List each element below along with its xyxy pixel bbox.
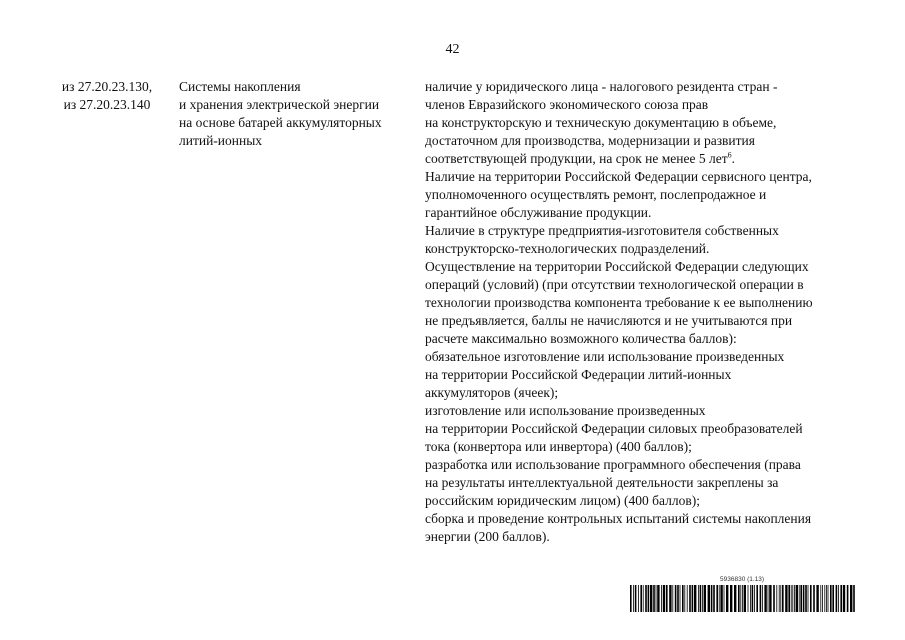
requirement-line: Наличие в структуре предприятия-изготовителя собственных xyxy=(425,223,779,238)
requirement-line-with-footnote xyxy=(425,150,865,168)
requirement-line: на конструкторскую и техническую документацию в объеме, xyxy=(425,115,777,130)
okpd-code-line: из 27.20.23.130, xyxy=(61,79,153,94)
requirement-line: расчете максимально возможного количества баллов): xyxy=(425,331,737,346)
requirement-line: сборка и проведение контрольных испытаний системы накопления xyxy=(425,511,812,526)
requirement-line: тока (конвертора или инвертора) (400 баллов); xyxy=(425,439,692,454)
requirement-line: членов Евразийского экономического союза прав xyxy=(425,97,709,112)
requirement-line: на территории Российской Федерации силовых преобразователей xyxy=(425,421,803,436)
page-number: 42 xyxy=(445,42,460,57)
requirement-line: Наличие на территории Российской Федерации сервисного центра, xyxy=(425,169,812,184)
product-name-line: на основе батарей аккумуляторных xyxy=(179,115,382,130)
requirement-line: российским юридическим лицом) (400 баллов); xyxy=(425,493,700,508)
requirement-line: уполномоченного осуществлять ремонт, послепродажное и xyxy=(425,187,767,202)
requirement-line: не предъявляется, баллы не начисляются и не учитываются при xyxy=(425,313,793,328)
requirement-line: технологии производства компонента требование к ее выполнению xyxy=(425,295,813,310)
okpd-code-line: из 27.20.23.140 xyxy=(63,97,151,112)
document-barcode xyxy=(630,576,855,614)
barcode-caption: 5936830 (1.13) xyxy=(720,576,765,583)
requirement-line: гарантийное обслуживание продукции. xyxy=(425,205,652,220)
barcode-icon xyxy=(630,585,855,612)
requirement-line: наличие у юридического лица - налогового резидента стран - xyxy=(425,79,778,94)
requirement-text: соответствующей продукции, на срок не менее 5 лет xyxy=(425,151,728,166)
requirement-line: достаточном для производства, модернизации и развития xyxy=(425,133,755,148)
requirement-line: операций (условий) (при отсутствии технологической операции в xyxy=(425,277,804,292)
okpd-code-cell xyxy=(48,78,166,114)
product-name-line: и хранения электрической энергии xyxy=(179,97,380,112)
requirement-line: конструкторско-технологических подразделений. xyxy=(425,241,710,256)
footnote-mark: 6 xyxy=(727,150,732,160)
product-name-line: Системы накопления xyxy=(179,79,301,94)
requirements-cell xyxy=(425,78,865,546)
product-name-line: литий-ионных xyxy=(179,133,263,148)
requirement-line: Осуществление на территории Российской Федерации следующих xyxy=(425,259,809,274)
product-name-cell xyxy=(179,78,415,150)
requirement-line: на результаты интеллектуальной деятельности закреплены за xyxy=(425,475,779,490)
requirement-line: изготовление или использование произведенных xyxy=(425,403,706,418)
footnote-suffix: . xyxy=(731,151,735,166)
requirement-line: обязательное изготовление или использование произведенных xyxy=(425,349,785,364)
requirement-line: на территории Российской Федерации литий-ионных xyxy=(425,367,732,382)
requirement-line: разработка или использование программного обеспечения (права xyxy=(425,457,801,472)
requirement-line: энергии (200 баллов). xyxy=(425,529,550,544)
requirement-line: аккумуляторов (ячеек); xyxy=(425,385,559,400)
